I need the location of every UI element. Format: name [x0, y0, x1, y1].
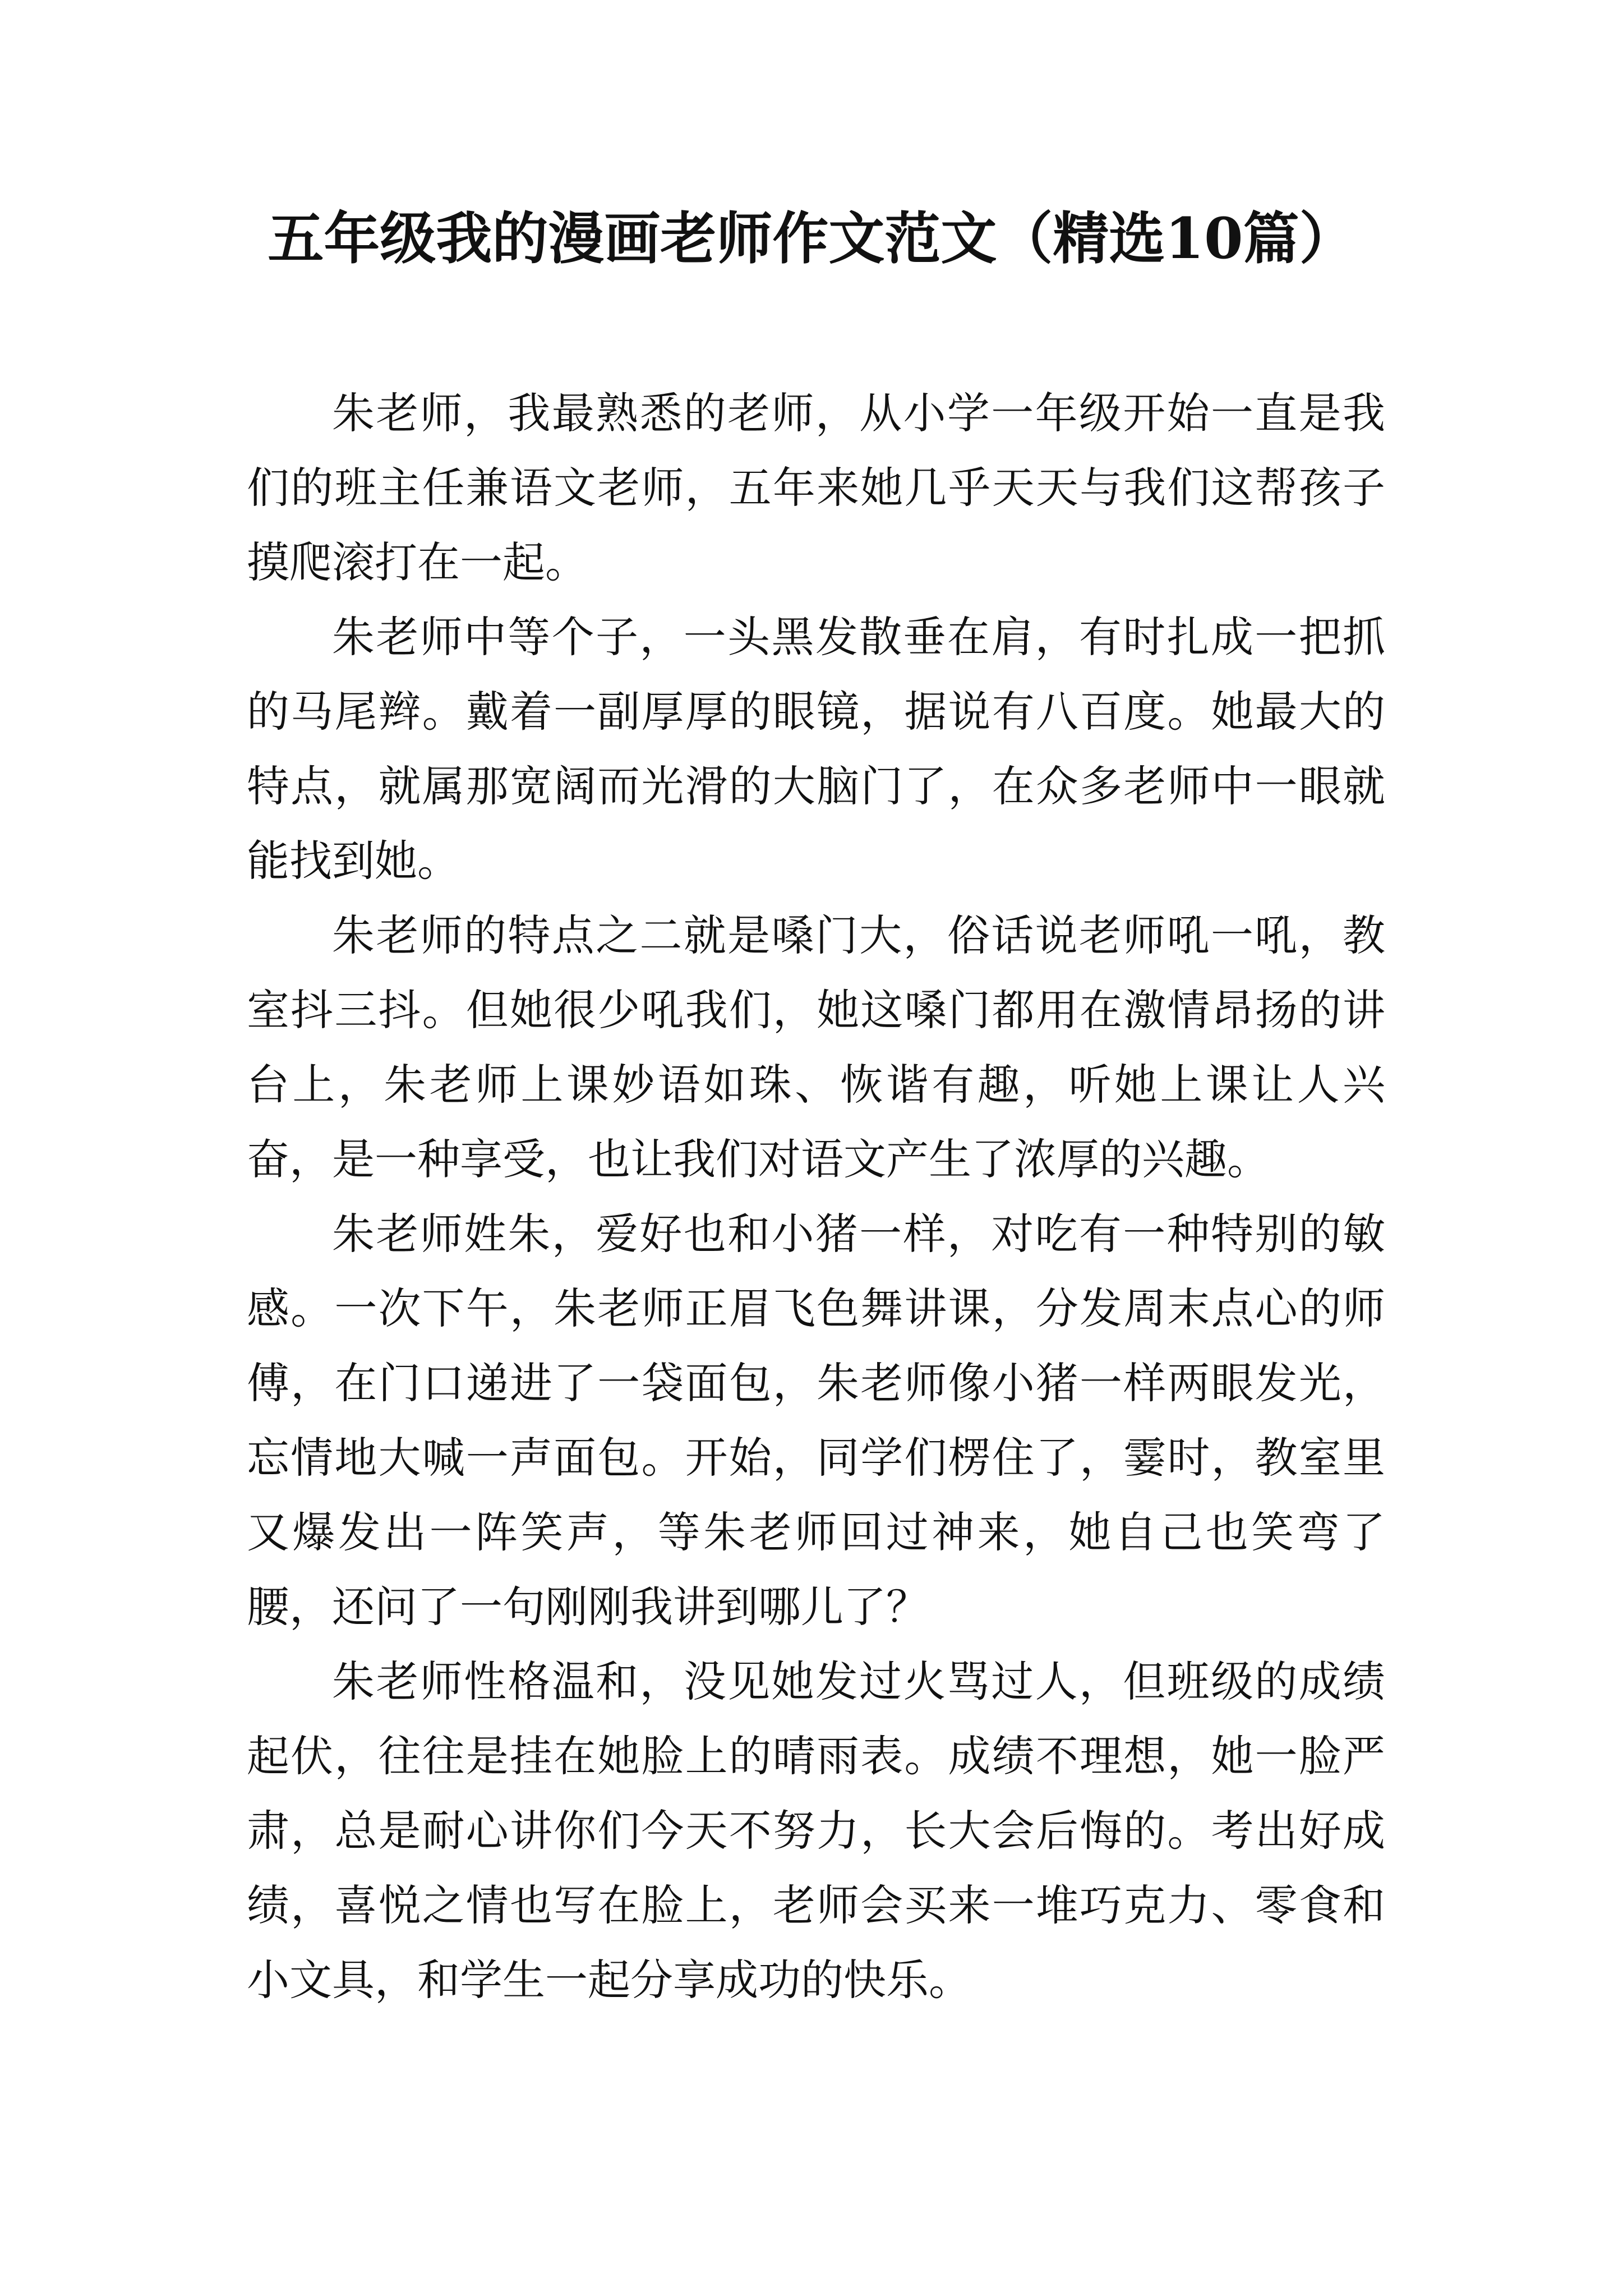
paragraph: 朱老师中等个子，一头黑发散垂在肩，有时扎成一把抓的马尾辫。戴着一副厚厚的眼镜，据说有八百度。她最大的特点，就属那宽阔而光滑的大脑门了，在众多老师中一眼就能找到她。	[247, 612, 1385, 886]
paragraph: 朱老师的特点之二就是嗓门大，俗话说老师吼一吼，教室抖三抖。但她很少吼我们，她这嗓门都用在激情昂扬的讲台上，朱老师上课妙语如珠、恢谐有趣，听她上课让人兴奋，是一种享受，也让我们对语文产生了浓厚的兴趣。	[247, 910, 1385, 1184]
paragraph: 朱老师姓朱，爱好也和小猪一样，对吃有一种特别的敏感。一次下午，朱老师正眉飞色舞讲课，分发周末点心的师傅，在门口递进了一袋面包，朱老师像小猪一样两眼发光，忘情地大喊一声面包。开始，同学们楞住了，霎时，教室里又爆发出一阵笑声，等朱老师回过神来，她自己也笑弯了腰，还问了一句刚刚我讲到哪儿了？	[247, 1209, 1385, 1632]
document-body	[247, 376, 1385, 2017]
paragraph: 朱老师，我最熟悉的老师，从小学一年级开始一直是我们的班主任兼语文老师，五年来她几乎天天与我们这帮孩子摸爬滚打在一起。	[247, 388, 1385, 587]
paragraph: 朱老师性格温和，没见她发过火骂过人，但班级的成绩起伏，往往是挂在她脸上的晴雨表。成绩不理想，她一脸严肃，总是耐心讲你们今天不努力，长大会后悔的。考出好成绩，喜悦之情也写在脸上，老师会买来一堆巧克力、零食和小文具，和学生一起分享成功的快乐。	[247, 1657, 1385, 2005]
document-title: 五年级我的漫画老师作文范文（精选10篇）	[268, 205, 1355, 272]
